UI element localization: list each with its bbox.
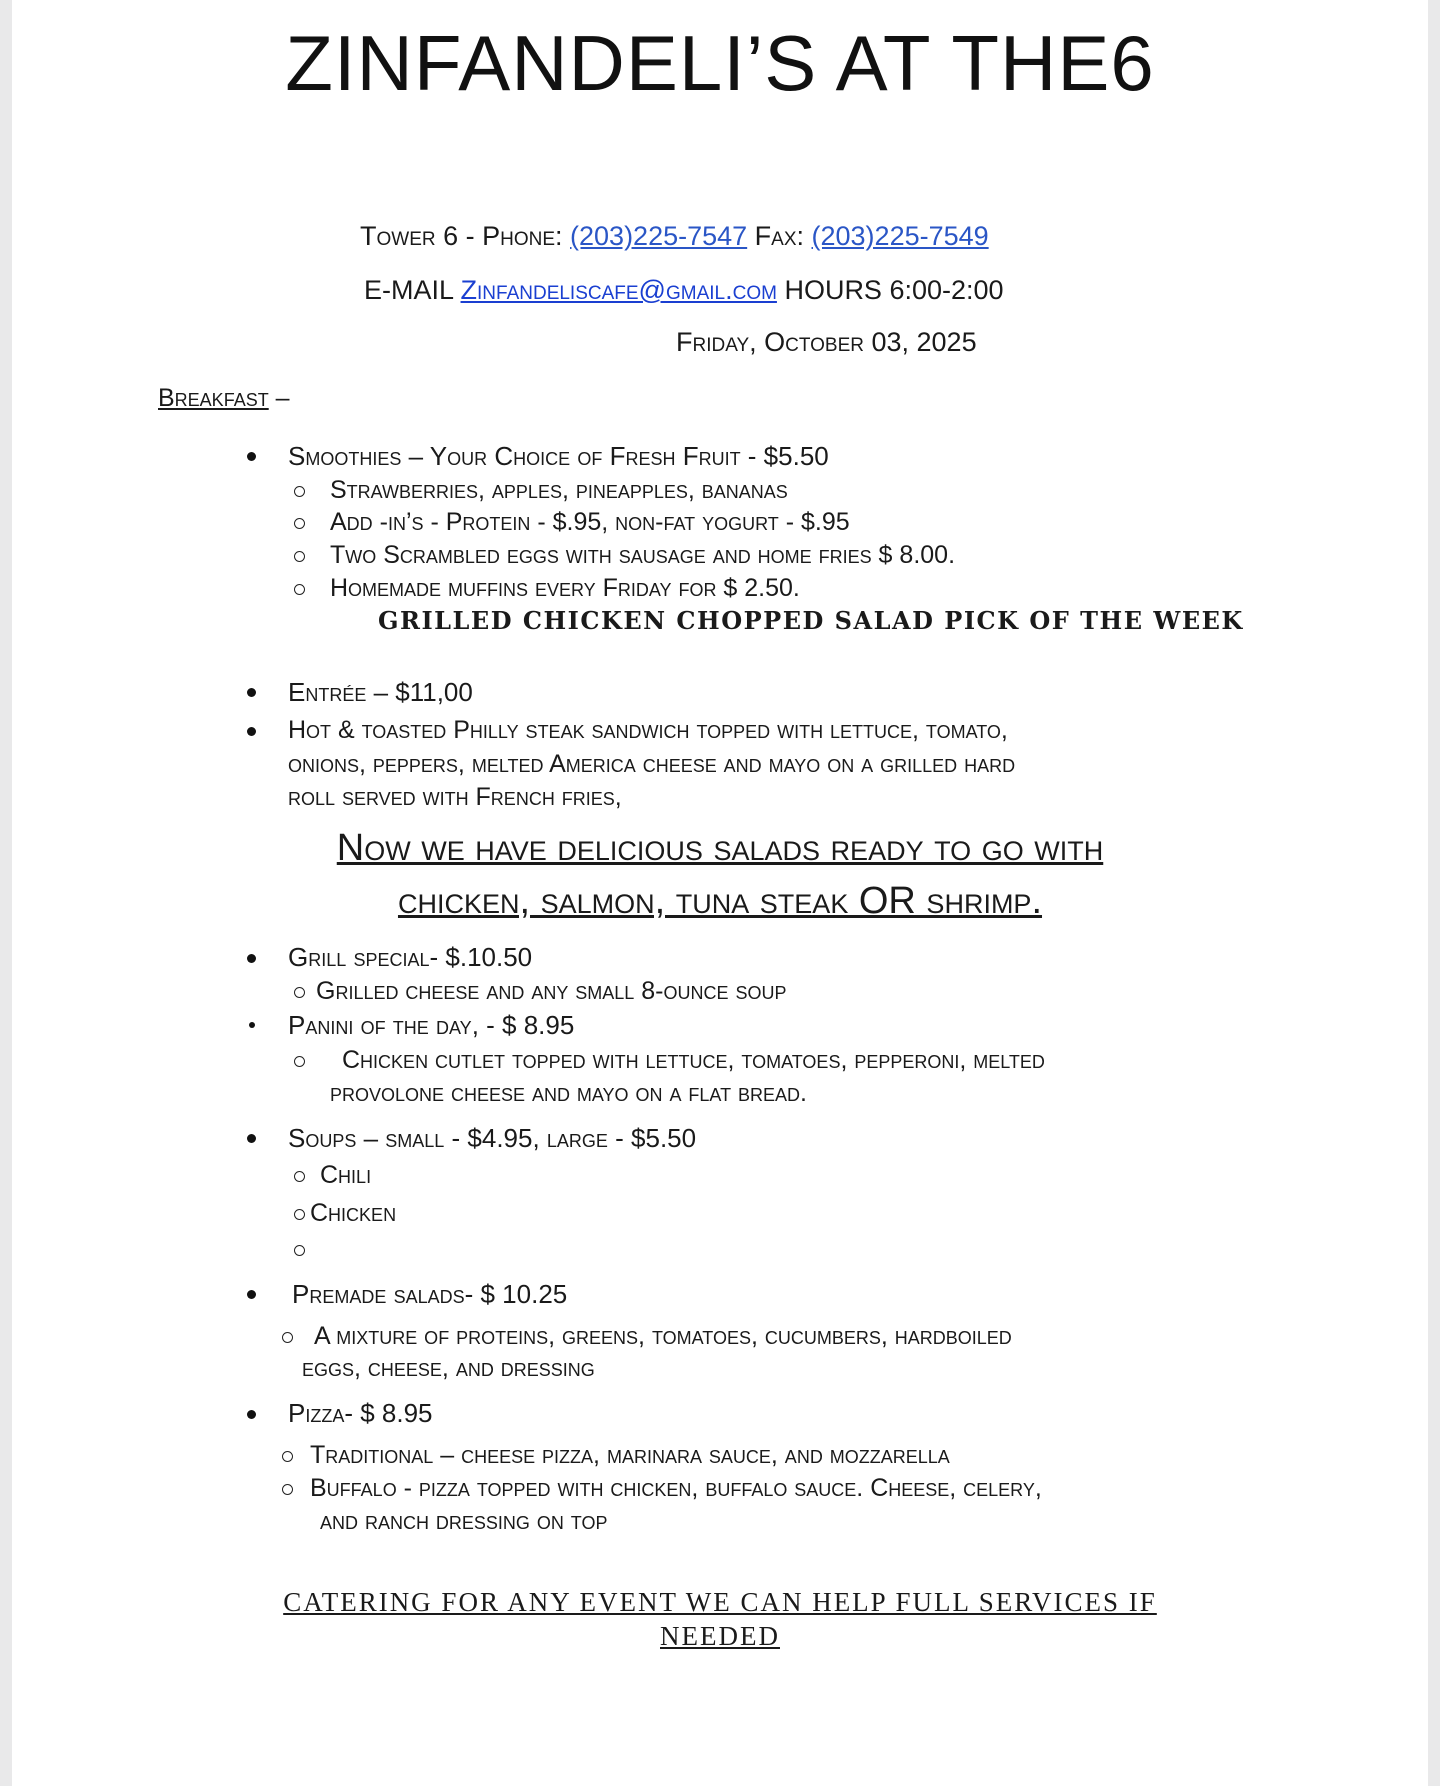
bullet — [247, 727, 256, 736]
contact-phone-line — [360, 219, 989, 253]
sub-bullet — [294, 486, 305, 497]
sub-bullet — [294, 551, 305, 562]
entree-desc-line-3: roll served with French fries, — [288, 783, 622, 811]
entree-desc-line-1: Hot & toasted Philly steak sandwich topped with lettuce, tomato, — [288, 716, 1008, 744]
breakfast-heading-label: Breakfast — [158, 384, 269, 412]
salads-desc-line-2: eggs, cheese, and dressing — [302, 1354, 595, 1382]
sub-bullet — [282, 1484, 293, 1495]
sub-bullet — [294, 987, 305, 998]
muffins-item: Homemade muffins every Friday for $ 2.50. — [330, 574, 800, 602]
sub-bullet — [294, 1171, 305, 1182]
phone-link[interactable]: (203)225-7547 — [570, 221, 748, 251]
fax-label: Fax: — [747, 221, 812, 251]
pizza-buffalo-line-2: and ranch dressing on top — [320, 1507, 608, 1535]
smoothies-item: Smoothies – Your Choice of Fresh Fruit - $5.50 — [288, 441, 829, 471]
pizza-item: Pizza- $ 8.95 — [288, 1398, 433, 1428]
bullet — [249, 1022, 255, 1028]
catering-line-2: NEEDED — [660, 1621, 780, 1651]
bullet — [247, 1134, 256, 1143]
smoothie-fruits: Strawberries, apples, pineapples, bananas — [330, 476, 788, 504]
email-label: E-MAIL — [364, 275, 461, 305]
pizza-traditional: Traditional – cheese pizza, marinara sauce, and mozzarella — [310, 1441, 950, 1469]
panini-of-the-day: Panini of the day, - $ 8.95 — [288, 1010, 575, 1040]
fax-link[interactable]: (203)225-7549 — [811, 221, 989, 251]
sub-bullet — [294, 584, 305, 595]
breakfast-heading-dash: – — [268, 384, 290, 412]
scrambled-eggs-item: Two Scrambled eggs with sausage and home fries $ 8.00. — [330, 541, 956, 569]
menu-date: Friday, October 03, 2025 — [676, 327, 977, 357]
bullet — [247, 1290, 256, 1299]
panini-desc-line-1: Chicken cutlet topped with lettuce, tomatoes, pepperoni, melted — [342, 1046, 1045, 1074]
catering-line-1: CATERING FOR ANY EVENT WE CAN HELP FULL SERVICES IF — [283, 1587, 1157, 1617]
soups-item: Soups – small - $4.95, large - $5.50 — [288, 1123, 697, 1153]
menu-page — [12, 0, 1428, 1786]
grill-special: Grill special- $.10.50 — [288, 942, 533, 972]
email-link[interactable]: Zinfandeliscafe@gmail.com — [460, 275, 777, 305]
sub-bullet — [294, 518, 305, 529]
phone-label: Tower 6 - Phone: — [360, 221, 571, 251]
panini-desc-line-2: provolone cheese and mayo on a flat bread. — [330, 1079, 807, 1107]
salads-promo-line-2: chicken, salmon, tuna steak OR shrimp. — [397, 880, 1043, 922]
bullet — [247, 1410, 256, 1419]
smoothie-addins: Add -in’s - Protein - $.95, non-fat yogurt - $.95 — [330, 508, 850, 536]
sub-bullet — [282, 1332, 293, 1343]
pick-of-the-week: GRILLED CHICKEN CHOPPED SALAD PICK OF THE WEEK — [378, 606, 1244, 635]
sub-bullet — [294, 1056, 305, 1067]
salads-desc-line-1: A mixture of proteins, greens, tomatoes, cucumbers, hardboiled — [314, 1322, 1012, 1350]
premade-salads: Premade salads- $ 10.25 — [292, 1279, 568, 1309]
entree-desc-line-2: onions, peppers, melted America cheese and mayo on a grilled hard — [288, 750, 1016, 778]
sub-bullet — [282, 1451, 293, 1462]
bullet — [247, 452, 256, 461]
salads-promo-line-1: Now we have delicious salads ready to go with — [336, 827, 1104, 869]
soup-chili: Chili — [320, 1161, 372, 1189]
sub-bullet-empty — [294, 1245, 305, 1256]
breakfast-heading — [158, 384, 290, 413]
soup-chicken: Chicken — [310, 1199, 397, 1227]
contact-email-line — [364, 273, 1004, 307]
grill-special-desc: Grilled cheese and any small 8-ounce soup — [316, 977, 787, 1005]
entree-price: Entrée – $11,00 — [288, 677, 473, 707]
bullet — [247, 688, 256, 697]
hours-text: HOURS 6:00-2:00 — [776, 275, 1004, 305]
pizza-buffalo-line-1: Buffalo - pizza topped with chicken, buffalo sauce. Cheese, celery, — [310, 1474, 1042, 1502]
sub-bullet — [294, 1209, 305, 1220]
page-title: ZINFANDELI’S AT THE6 — [285, 19, 1155, 107]
bullet — [247, 954, 256, 963]
